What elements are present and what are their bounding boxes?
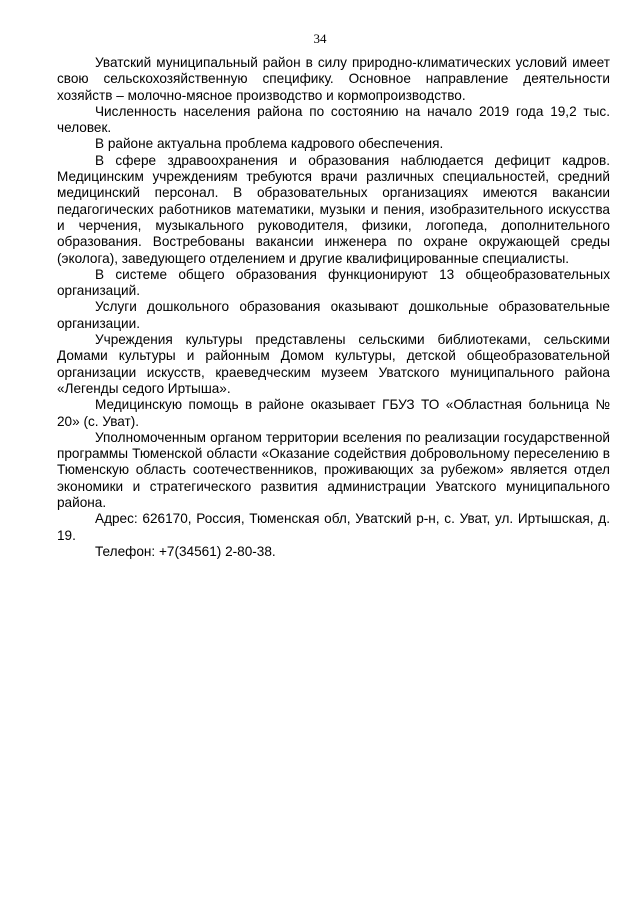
paragraph-population: Численность населения района по состоянию на начало 2019 года 19,2 тыс. человек. — [57, 103, 610, 136]
paragraph-address: Адрес: 626170, Россия, Тюменская обл, Уватский р-н, с. Уват, ул. Иртышская, д. 19. — [57, 511, 610, 543]
paragraph-authorized-body: Уполномоченным органом территории вселения по реализации государственной программы Тюменской области «Оказание содействия добровольному переселению в Тюменскую область соотечественников, проживающих за рубежом» является отдел экономики и стратегического развития администрации Уватского муниципального района. — [57, 429, 610, 511]
paragraph-staffing-problem: В районе актуальна проблема кадрового обеспечения. — [95, 136, 444, 152]
paragraph-preschool-education: Услуги дошкольного образования оказывают дошкольные образовательные организации. — [57, 299, 610, 331]
paragraph-phone: Телефон: +7(34561) 2-80-38. — [95, 543, 276, 559]
paragraph-district-specifics: Уватский муниципальный район в силу природно-климатических условий имеет свою сельскохозяйственную специфику. Основное направление деятельности хозяйств – молочно-мясное производство и кормопроизводство. — [57, 55, 610, 103]
paragraph-staff-shortage: В сфере здравоохранения и образования наблюдается дефицит кадров. Медицинским учреждениям требуются врачи различных специальностей, средний медицинский персонал. В образовательных организациях имеются вакансии педагогических работников математики, музыки и пения, изобразительного искусства и черчения, музыкального руководителя, физики, логопеда, дополнительного образования. Востребованы вакансии инженера по охране окружающей среды (эколога), заведующего отделением и другие квалифицированные специалисты. — [57, 152, 610, 266]
paragraph-medical: Медицинскую помощь в районе оказывает ГБУЗ ТО «Областная больница № 20» (с. Уват). — [57, 397, 610, 429]
paragraph-general-education: В системе общего образования функционируют 13 общеобразовательных организаций. — [57, 266, 610, 299]
paragraph-culture: Учреждения культуры представлены сельскими библиотеками, сельскими Домами культуры и районным Домом культуры, детской общеобразовательной организации искусств, краеведческим музеем Уватского муниципального района «Легенды седого Иртыша». — [57, 332, 610, 396]
document-body — [57, 55, 610, 560]
page-number: 34 — [313, 31, 327, 46]
